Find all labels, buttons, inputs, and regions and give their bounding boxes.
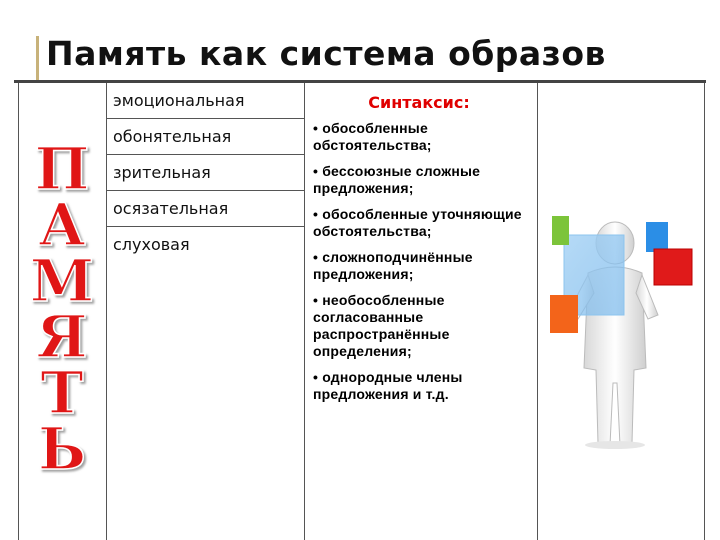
title-accent-bar — [36, 36, 39, 80]
memory-type-auditory: слуховая — [113, 235, 190, 254]
slide-title: Память как система образов — [46, 34, 606, 73]
syntax-item: • обособленные обстоятельства; — [313, 120, 432, 153]
vertical-word-letter: Т — [40, 359, 84, 427]
memory-type-visual: зрительная — [107, 155, 304, 191]
syntax-item: • однородные члены предложения и т.д. — [313, 369, 463, 402]
syntax-item: • сложноподчинённые предложения; — [313, 249, 473, 282]
vertical-word-letter: Я — [36, 303, 88, 371]
syntax-list — [305, 120, 533, 403]
person-with-squares-icon — [538, 83, 703, 540]
syntax-column — [305, 83, 533, 412]
vertical-word-cell — [18, 83, 106, 540]
memory-type-tactile: осязательная — [107, 191, 304, 227]
vertical-word-letter: П — [34, 135, 90, 203]
memory-types-list — [107, 83, 304, 263]
memory-type-emotional: эмоциональная — [107, 83, 304, 119]
red-square — [654, 249, 692, 285]
syntax-heading: Синтаксис: — [368, 93, 470, 112]
green-square — [552, 216, 569, 245]
syntax-item: • необособленные согласованные распространённые определения; — [313, 292, 450, 359]
memory-type-olfactory: обонятельная — [107, 119, 304, 155]
vertical-word — [18, 83, 106, 540]
syntax-item: • бессоюзные сложные предложения; — [313, 163, 481, 196]
vertical-word-letter: А — [38, 191, 86, 259]
illustration-cell — [538, 83, 703, 540]
vertical-word-letter: Ь — [38, 415, 86, 483]
vertical-word-letter: М — [29, 247, 95, 315]
syntax-item: • обособленные уточняющие обстоятельства; — [313, 206, 522, 239]
blue-square — [646, 222, 668, 252]
orange-square — [550, 295, 578, 333]
